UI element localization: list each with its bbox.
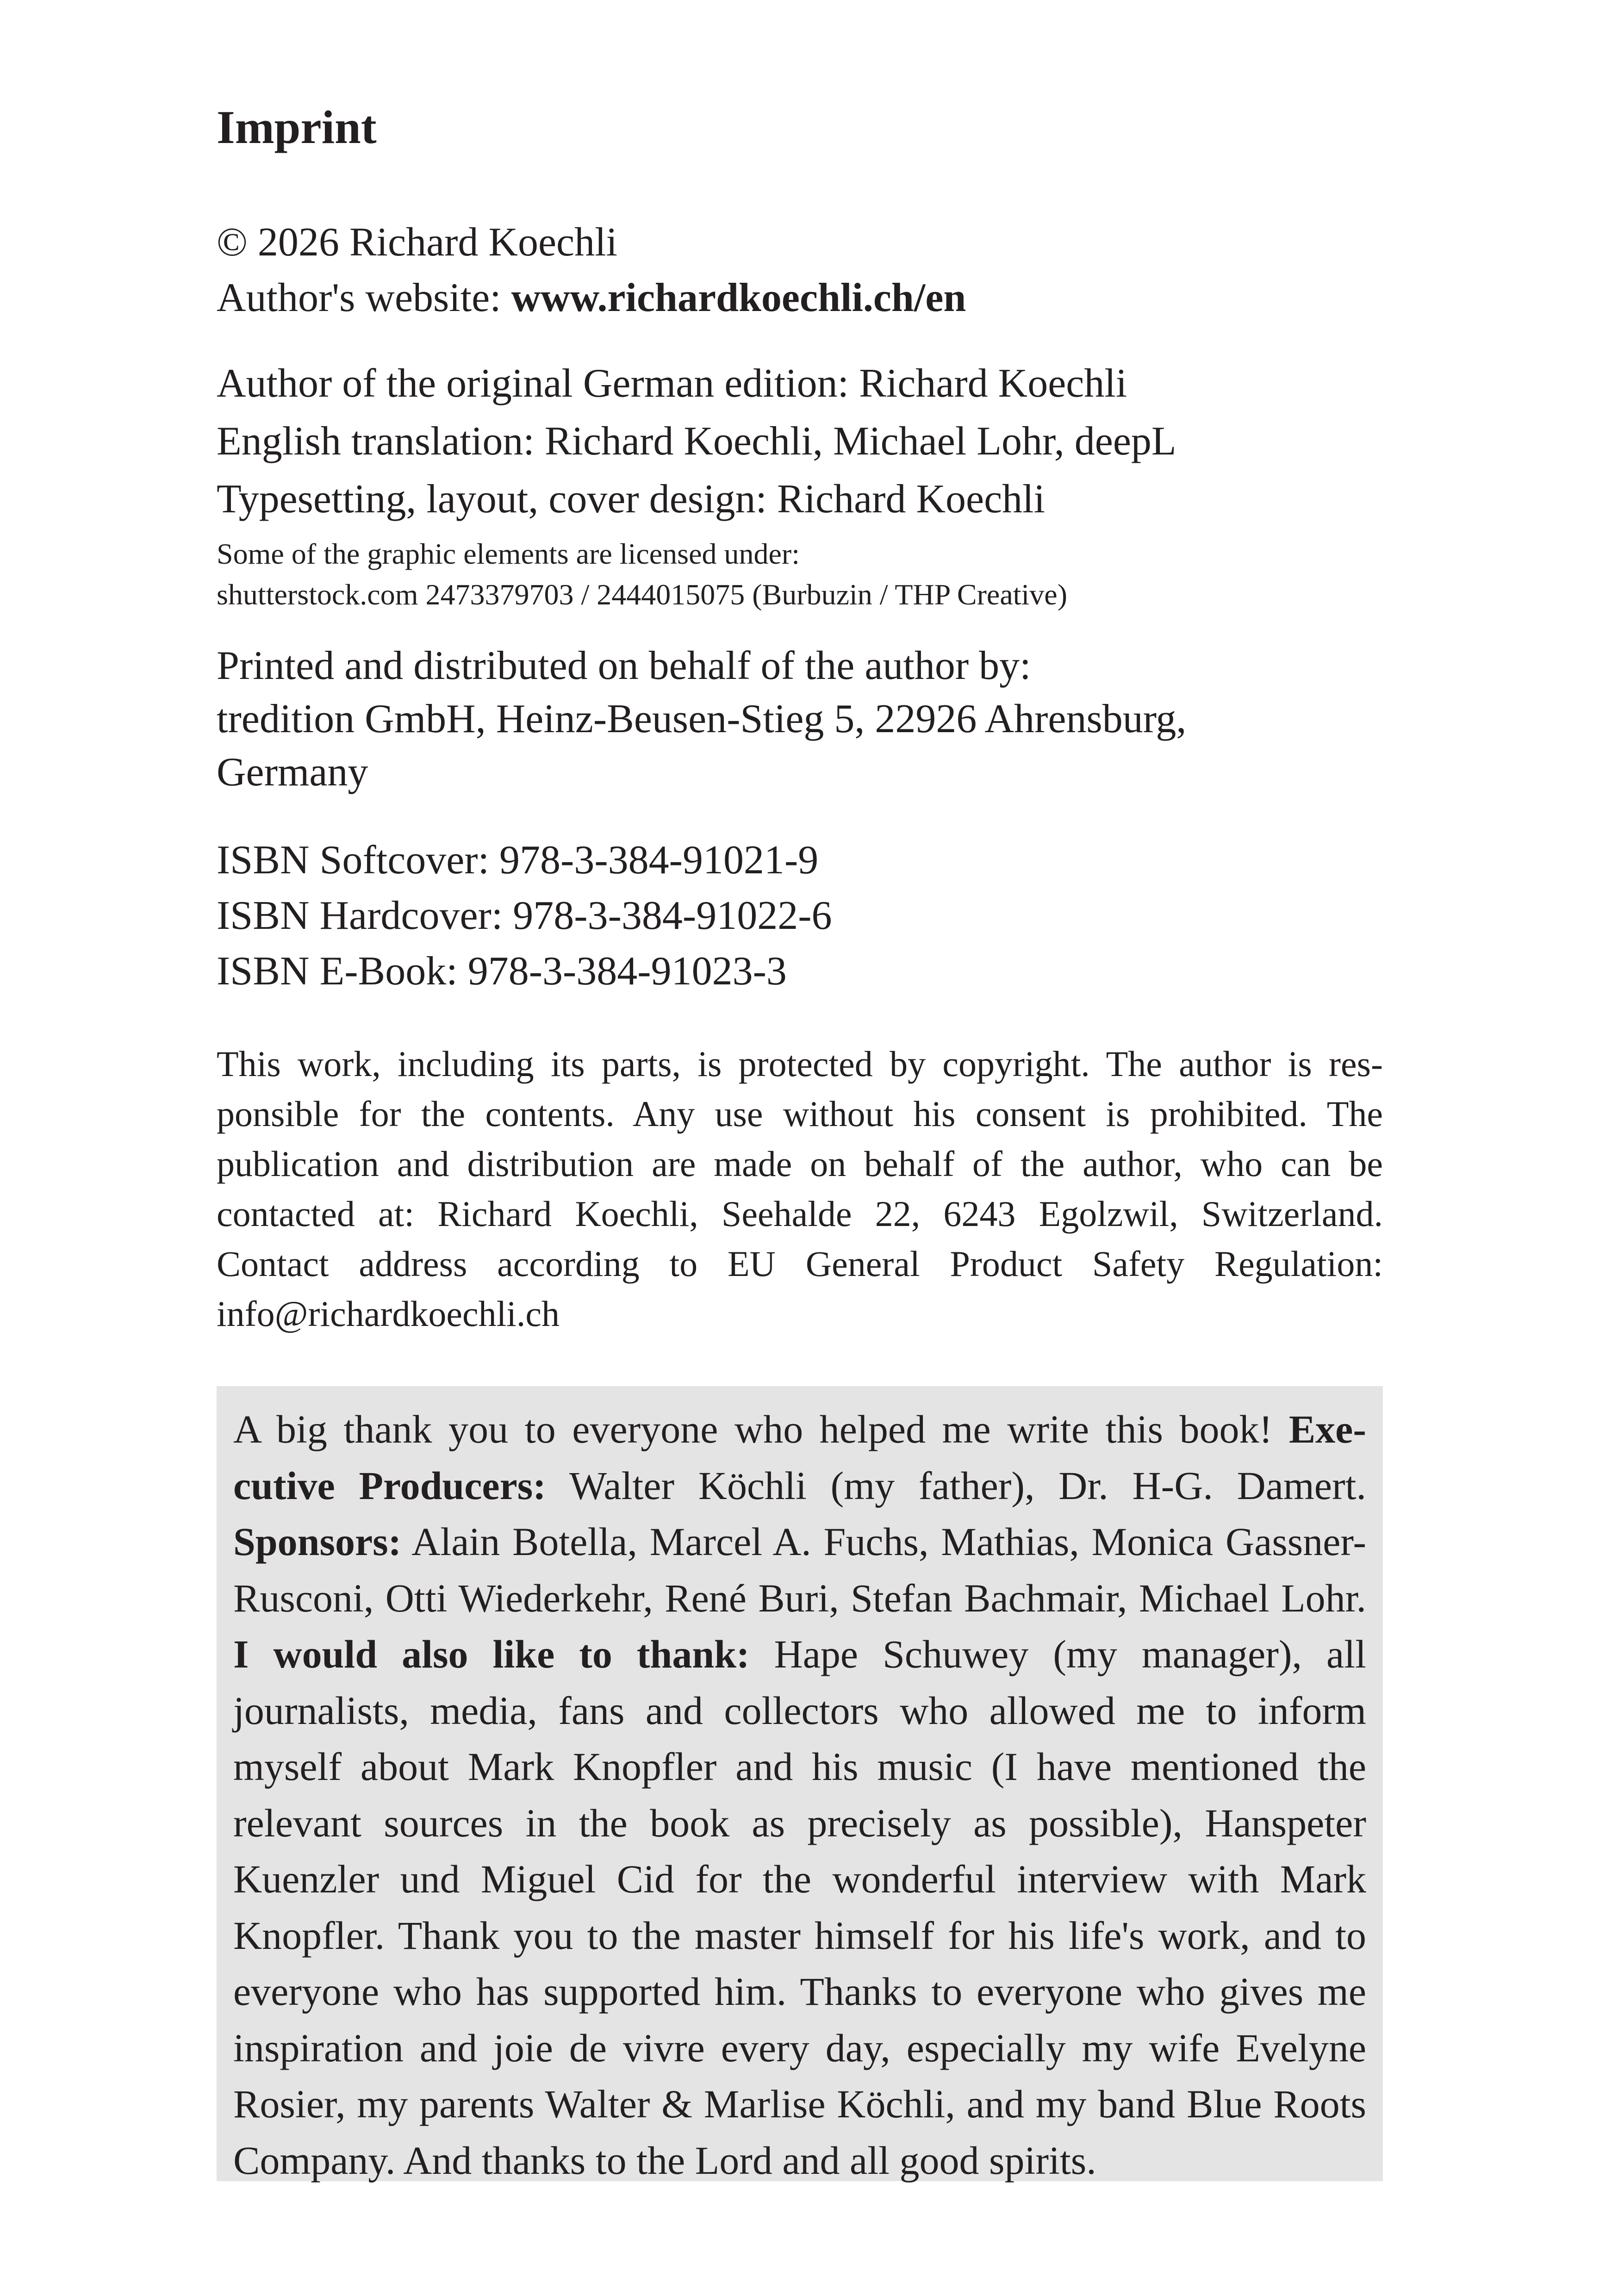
original-author-line: Author of the original German edition: Richard Koechli xyxy=(217,361,1127,406)
isbn-softcover: ISBN Softcover: 978-3-384-91021-9 xyxy=(217,838,819,883)
executive-producers-label: Executive Producers: xyxy=(233,1407,1366,1508)
copyright-line: © 2026 Richard Koechli xyxy=(217,220,617,265)
printer-line-1: Printed and distributed on behalf of the author by: xyxy=(217,643,1031,688)
printer-line-2: tredition GmbH, Heinz-Beusen-Stieg 5, 22926 Ahrensburg, xyxy=(217,697,1187,741)
thanks-intro: A big thank you to everyone who helped me write this book! xyxy=(233,1407,1289,1451)
legal-notice: This work, including its parts, is protected by copyright. The author is responsible for the contents. Any use without his consent is prohibited. The publication and distribution are made on behalf of the author, who can be contacted at: Richard Koechli, Seehalde 22, 6243 Egolzwil, Switzerland. Contact address according to EU General Product Safety Regulation: info@richardkoechli.ch xyxy=(217,1044,1383,1334)
website-link[interactable]: www.richardkoechli.ch/en xyxy=(511,275,966,320)
executive-producers-names: Walter Köchli (my father), Dr. H-G. Damert. xyxy=(546,1463,1366,1508)
also-thank-label: I would also like to thank: xyxy=(233,1632,750,1676)
license-line-2: shutterstock.com 2473379703 / 2444015075 (Burbuzin / THP Creative) xyxy=(217,578,1067,611)
isbn-hardcover: ISBN Hardcover: 978-3-384-91022-6 xyxy=(217,893,832,938)
isbn-ebook: ISBN E-Book: 978-3-384-91023-3 xyxy=(217,949,787,994)
license-line-1: Some of the graphic elements are licensed under: xyxy=(217,537,800,570)
sponsors-names: Alain Botella, Marcel A. Fuchs, Mathias, Monica Gassner-Rusconi, Otti Wiederkehr, René Buri, Stefan Bachmair, Michael Lohr. xyxy=(233,1519,1366,1620)
printer-line-3: Germany xyxy=(217,750,368,795)
translation-line: English translation: Richard Koechli, Michael Lohr, deepL xyxy=(217,419,1176,464)
website-label: Author's website: xyxy=(217,275,511,320)
sponsors-label: Sponsors: xyxy=(233,1519,402,1564)
acknowledgements-text xyxy=(233,1401,1366,2189)
website-line xyxy=(217,275,966,320)
typesetting-line: Typesetting, layout, cover design: Richard Koechli xyxy=(217,477,1045,522)
page-title: Imprint xyxy=(217,101,377,154)
acknowledgements-box xyxy=(217,1386,1383,2181)
also-thank-text: Hape Schuwey (my manager), all journalists, media, fans and collectors who allowed me to inform myself about Mark Knopfler and his music (I have mentioned the relevant sources in the book as precisely as possible), Hanspeter Kuenzler und Miguel Cid for the wonderful interview with Mark Knopfler. Thank you to the master himself for his life's work, and to everyone who has supported him. Thanks to everyone who gives me inspiration and joie de vivre every day, especially my wife Evelyne Rosier, my parents Walter & Marlise Köchli, and my band Blue Roots Company. And thanks to the Lord and all good spirits. xyxy=(233,1632,1366,2183)
